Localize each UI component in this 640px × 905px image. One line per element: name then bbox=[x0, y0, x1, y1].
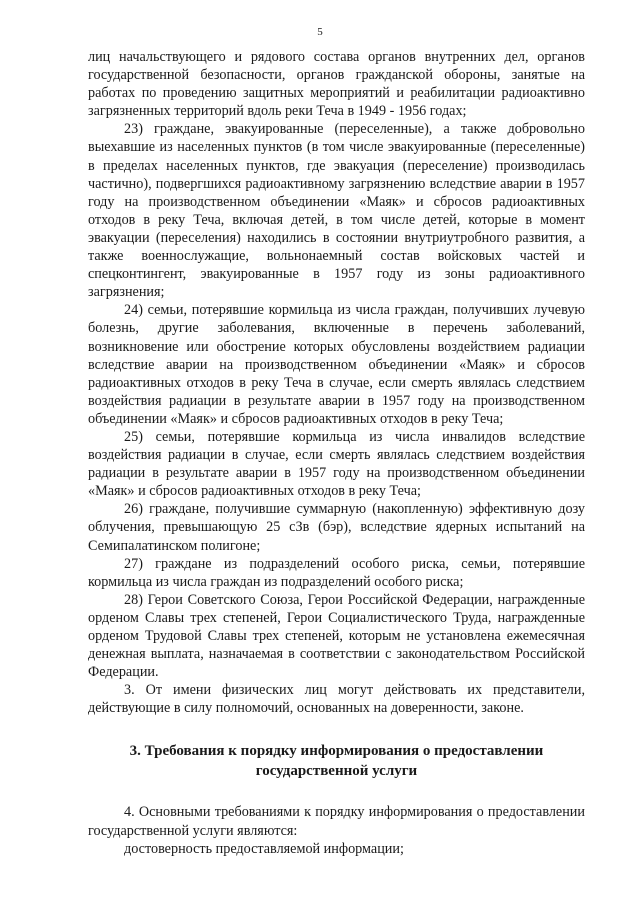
section-heading: 3. Требования к порядку информирования о предоставлении государственной услуги bbox=[129, 743, 544, 780]
paragraph-requirement: достоверность предоставляемой информации; bbox=[124, 840, 404, 857]
page-number: 5 bbox=[317, 26, 323, 38]
paragraph-item-24: 24) семьи, потерявшие кормильца из числа граждан, получивших лучевую болезнь, другие заболевания, включенные в перечень заболеваний, возникновение или обострение которых обусловлены воздействием радиации вследствие аварии на производственном объединении «Маяк» и сбросов радиоактивных отходов в реку Теча в случае, если смерть являлась следствием воздействия радиации в результате аварии в 1957 году на производственном объединении «Маяк» и сбросов радиоактивных отходов в реку Теча; bbox=[88, 302, 585, 427]
paragraph-item-27: 27) граждане из подразделений особого риска, семьи, потерявшие кормильца из числа граждан из подразделений особого риска; bbox=[88, 555, 585, 590]
paragraph-item-28: 28) Герои Советского Союза, Герои Российской Федерации, награжденные орденом Славы трех степеней, Герои Социалистического Труда, награжденные орденом Трудовой Славы трех степеней, которым не установлена ежемесячная денежная выплата, назначаемая в соответствии с законодательством Российской Федерации. bbox=[88, 591, 585, 681]
paragraph-item-26: 26) граждане, получившие суммарную (накопленную) эффективную дозу облучения, превышающую 25 сЗв (бэр), вследствие ядерных испытаний на Семипалатинском полигоне; bbox=[88, 501, 585, 554]
paragraph-item-23: 23) граждане, эвакуированные (переселенные), а также добровольно выехавшие из населенных пунктов (в том числе эвакуированные (переселенные) в пределах населенных пунктов, где эвакуация (переселение) производилась частично), подвергшихся радиоактивному загрязнению вследствие аварии в 1957 году на производственном объединении «Маяк» и сбросов радиоактивных отходов в реку Теча, включая детей, в том числе детей, которые в момент эвакуации (переселения) находились в состоянии внутриутробного развития, а также военнослужащие, вольнонаемный состав войсковых частей и спецконтингент, эвакуированные в 1957 году из зоны радиоактивного загрязнения; bbox=[88, 121, 585, 301]
paragraph-item-25: 25) семьи, потерявшие кормильца из числа инвалидов вследствие воздействия радиации в случае, если смерть являлась следствием воздействия радиации в результате аварии в 1957 году на производственном объединении «Маяк» и сбросов радиоактивных отходов в реку Теча; bbox=[88, 428, 585, 500]
document-body bbox=[88, 48, 585, 858]
paragraph-continuation: лиц начальствующего и рядового состава органов внутренних дел, органов государственной безопасности, органов гражданской обороны, занятые на работах по проведению защитных мероприятий и реабилитации радиоактивно загрязненных территорий вдоль реки Теча в 1949 - 1956 годах; bbox=[88, 49, 585, 120]
paragraph-clause-3: 3. От имени физических лиц могут действовать их представители, действующие в силу полномочий, основанных на доверенности, законе. bbox=[88, 682, 585, 717]
paragraph-clause-4: 4. Основными требованиями к порядку информирования о предоставлении государственной услуги являются: bbox=[88, 804, 585, 839]
